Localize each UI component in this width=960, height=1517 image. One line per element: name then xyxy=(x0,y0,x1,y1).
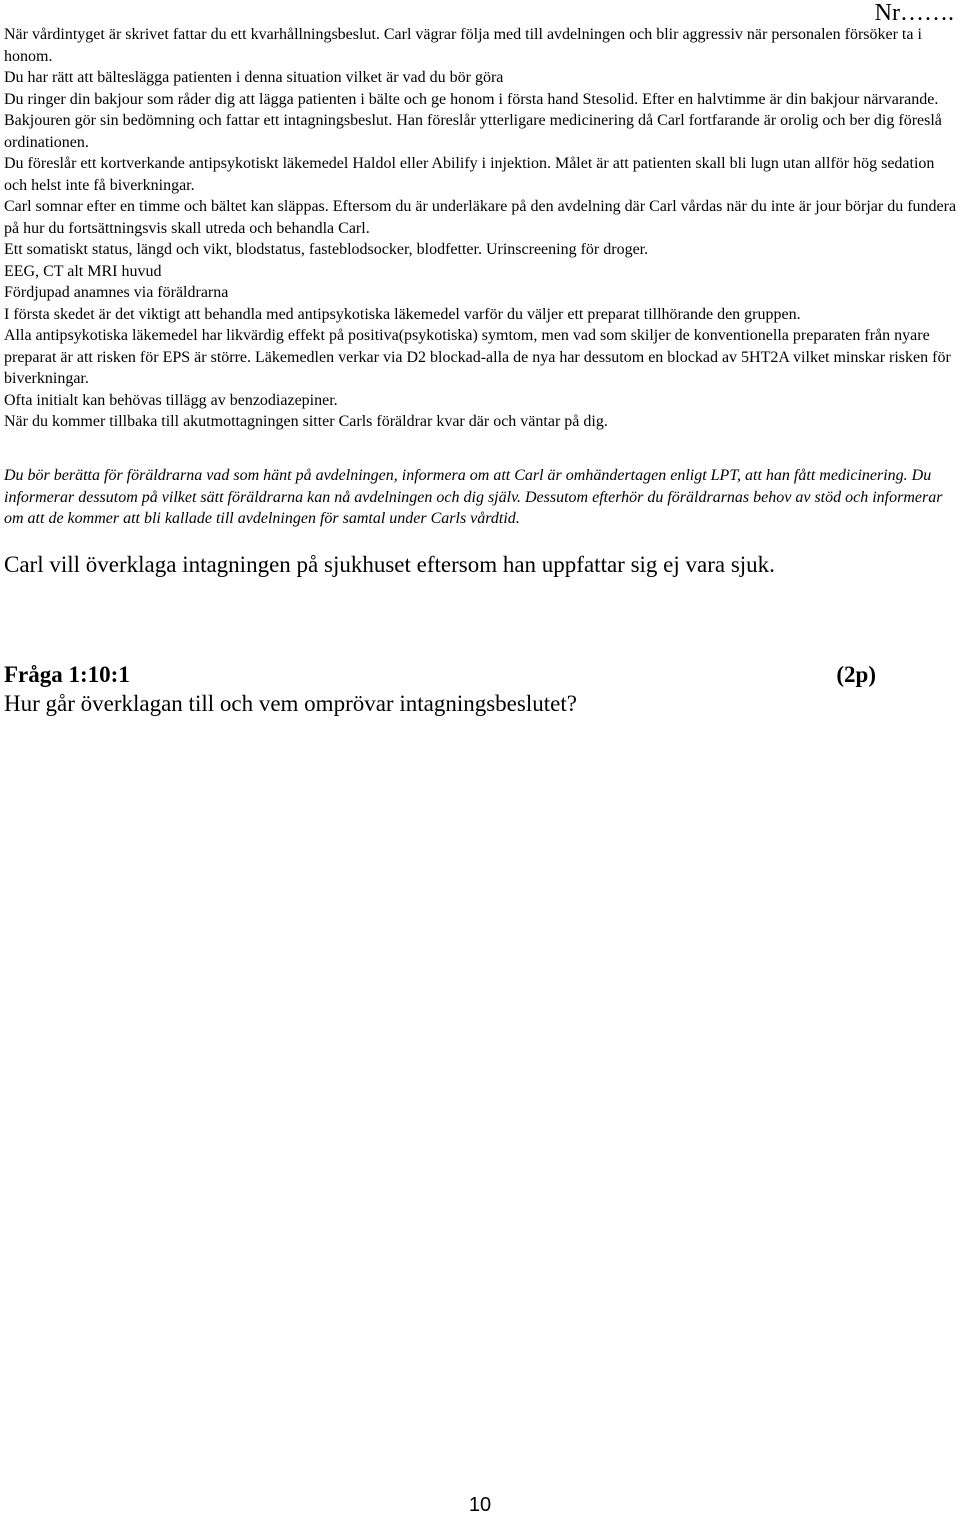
paragraph: Alla antipsykotiska läkemedel har likvärdig effekt på positiva(psykotiska) symtom, men vad som skiljer de konventionella preparaten från nyare preparat är att risken för EPS är större. Läkemedlen verkar via D2 blockad-alla de nya har dessutom en blockad av 5HT2A vilket minskar risken för biverkningar. xyxy=(4,327,951,387)
paragraph: Du föreslår ett kortverkande antipsykotiskt läkemedel Haldol eller Abilify i injektion. Målet är att patienten skall bli lugn utan allför hög sedation och helst inte få biverkningar. xyxy=(4,155,935,194)
page-number: 10 xyxy=(468,1494,492,1516)
paragraph: Du har rätt att bältesläggа patienten i denna situation vilket är vad du bör göra xyxy=(4,69,504,86)
question-number-field: Nr……. xyxy=(874,0,954,26)
paragraph: När du kommer tillbaka till akutmottagningen sitter Carls föräldrar kvar där och väntar på dig. xyxy=(4,413,608,430)
paragraph: Fördjupad anamnes via föräldrarna xyxy=(4,284,229,301)
paragraph: Ofta initialt kan behövas tillägg av benzodiazepiner. xyxy=(4,391,338,409)
case-text xyxy=(4,24,958,433)
advice-paragraph: Du bör berätta för föräldrarna vad som hänt på avdelningen, informera om att Carl är omhändertagen enligt LPT, att han fått medicinering. Du informerar dessutom på vilket sätt föräldrarna kan nå avdelningen och dig själv. Dessutom efterhör du föräldrarnas behov av stöd och informerar om att de kommer att bli kallade till avdelningen för samtal under Carls vårdtid. xyxy=(4,467,943,527)
appeal-statement: Carl vill överklaga intagningen på sjukhuset eftersom han uppfattar sig ej vara sjuk. xyxy=(4,552,775,577)
paragraph: Ett somatiskt status, längd och vikt, blodstatus, fasteblodsocker, blodfetter. Urinscreening för droger. xyxy=(4,241,649,258)
question-points: (2p) xyxy=(836,662,876,687)
question-label: Fråga 1:10:1 xyxy=(4,662,130,687)
paragraph: Carl somnar efter en timme och bältet kan släppas. Eftersom du är underläkare på den avdelning där Carl vårdas när du inte är jour börjar du fundera på hur du fortsättningsvis skall utreda och behandla Carl. xyxy=(4,198,957,237)
advice-text xyxy=(4,465,958,530)
paragraph: När vårdintyget är skrivet fattar du ett kvarhållningsbeslut. Carl vägrar följa med till avdelningen och blir aggressiv när personalen försöker ta i honom. xyxy=(4,26,922,65)
paragraph: Du ringer din bakjour som råder dig att lägga patienten i bälte och ge honom i första hand Stesolid. Efter en halvtimme är din bakjour närvarande. Bakjouren gör sin bedömning och fattar ett intagningsbeslut. Han föreslår ytterligare medicinering då Carl fortfarande är orolig och ber dig föreslå ordinationen. xyxy=(4,90,942,151)
question-header xyxy=(4,661,876,689)
paragraph: EEG, CT alt MRI huvud xyxy=(4,262,162,280)
question-text: Hur går överklagan till och vem omprövar intagningsbeslutet? xyxy=(4,691,577,716)
paragraph: I första skedet är det viktigt att behandla med antipsykotiska läkemedel varför du väljer ett preparat tillhörande den gruppen. xyxy=(4,305,801,323)
